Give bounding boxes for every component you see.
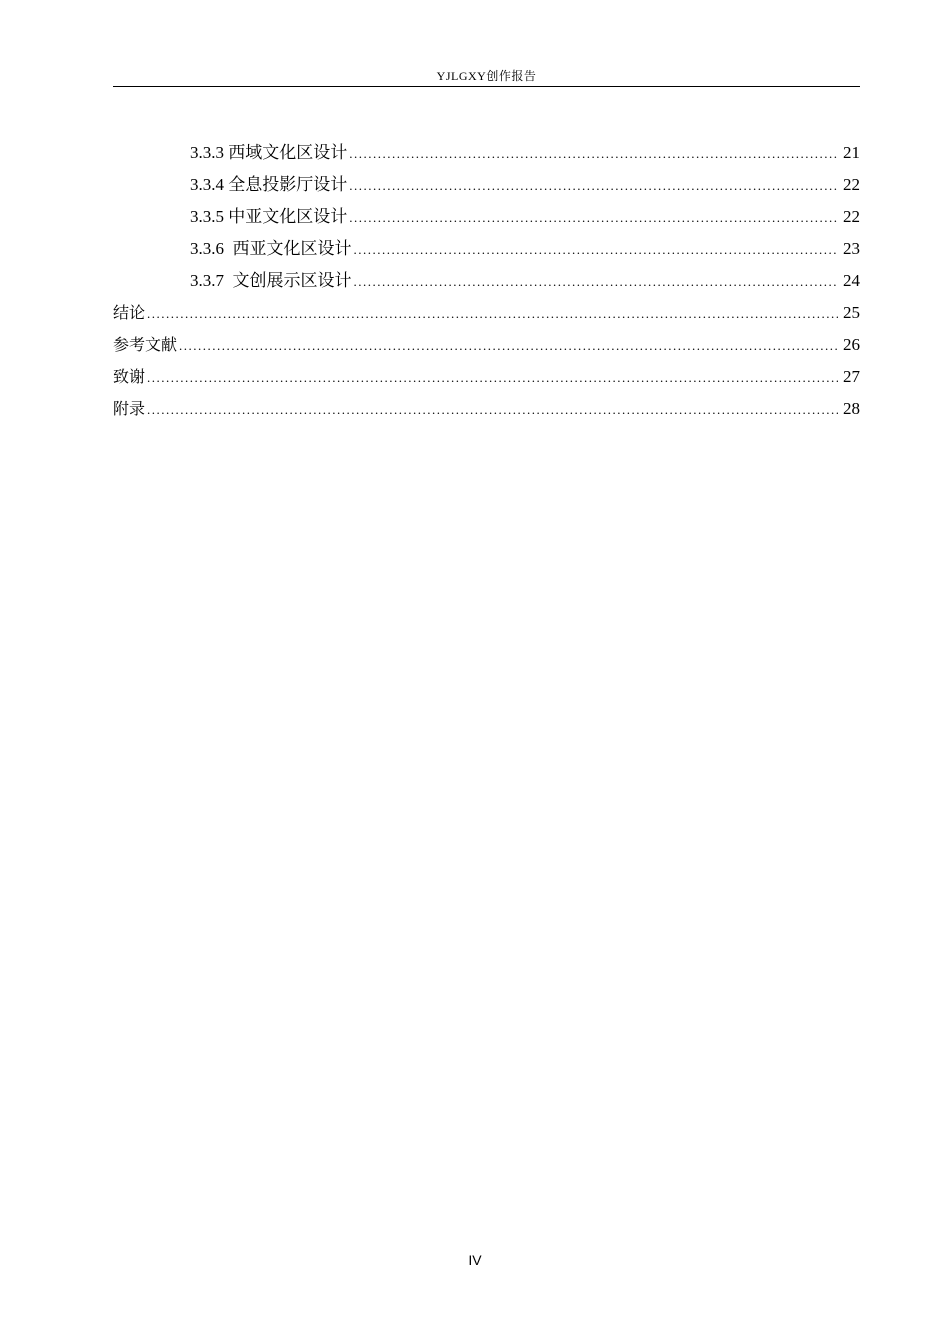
toc-entry-page: 21 [843, 143, 860, 162]
toc-entry-title: 3.3.7 文创展示区设计 [190, 271, 352, 290]
toc-dot-leader [349, 142, 838, 166]
toc-entry-title: 参考文献 [113, 335, 178, 354]
page-number: IV [468, 1252, 482, 1268]
toc-dot-leader [147, 366, 838, 390]
toc-entry[interactable] [113, 141, 860, 173]
toc-dot-leader [354, 270, 839, 294]
toc-entry-page: 22 [843, 175, 860, 194]
toc-dot-leader [354, 238, 839, 262]
toc-entry-title: 3.3.4 全息投影厅设计 [190, 175, 348, 194]
page-header [113, 66, 860, 87]
toc-dot-leader [147, 302, 838, 326]
toc-entry[interactable] [113, 269, 860, 301]
toc-entry[interactable] [113, 301, 860, 333]
header-title: YJLGXY创作报告 [436, 69, 537, 83]
toc-dot-leader [349, 206, 838, 230]
toc-entry-page: 28 [843, 399, 860, 418]
toc-entry-page: 23 [843, 239, 860, 258]
toc-entry[interactable] [113, 365, 860, 397]
toc-dot-leader [349, 174, 838, 198]
toc-entry-page: 24 [843, 271, 860, 290]
toc-entry[interactable] [113, 173, 860, 205]
toc-entry[interactable] [113, 205, 860, 237]
toc-entry-page: 27 [843, 367, 860, 386]
toc-entry-title: 3.3.6 西亚文化区设计 [190, 239, 352, 258]
toc-entry[interactable] [113, 237, 860, 269]
toc-entry-title: 3.3.5 中亚文化区设计 [190, 207, 348, 226]
toc-entry-page: 25 [843, 303, 860, 322]
toc-dot-leader [147, 398, 838, 422]
toc-dot-leader [179, 334, 838, 358]
toc-entry-title: 附录 [113, 399, 146, 418]
toc-entry-page: 26 [843, 335, 860, 354]
toc-entry[interactable] [113, 397, 860, 429]
toc-entry-title: 结论 [113, 303, 146, 322]
table-of-contents [113, 141, 860, 429]
toc-entry-title: 3.3.3 西域文化区设计 [190, 143, 348, 162]
toc-entry[interactable] [113, 333, 860, 365]
toc-entry-page: 22 [843, 207, 860, 226]
toc-entry-title: 致谢 [113, 367, 146, 386]
